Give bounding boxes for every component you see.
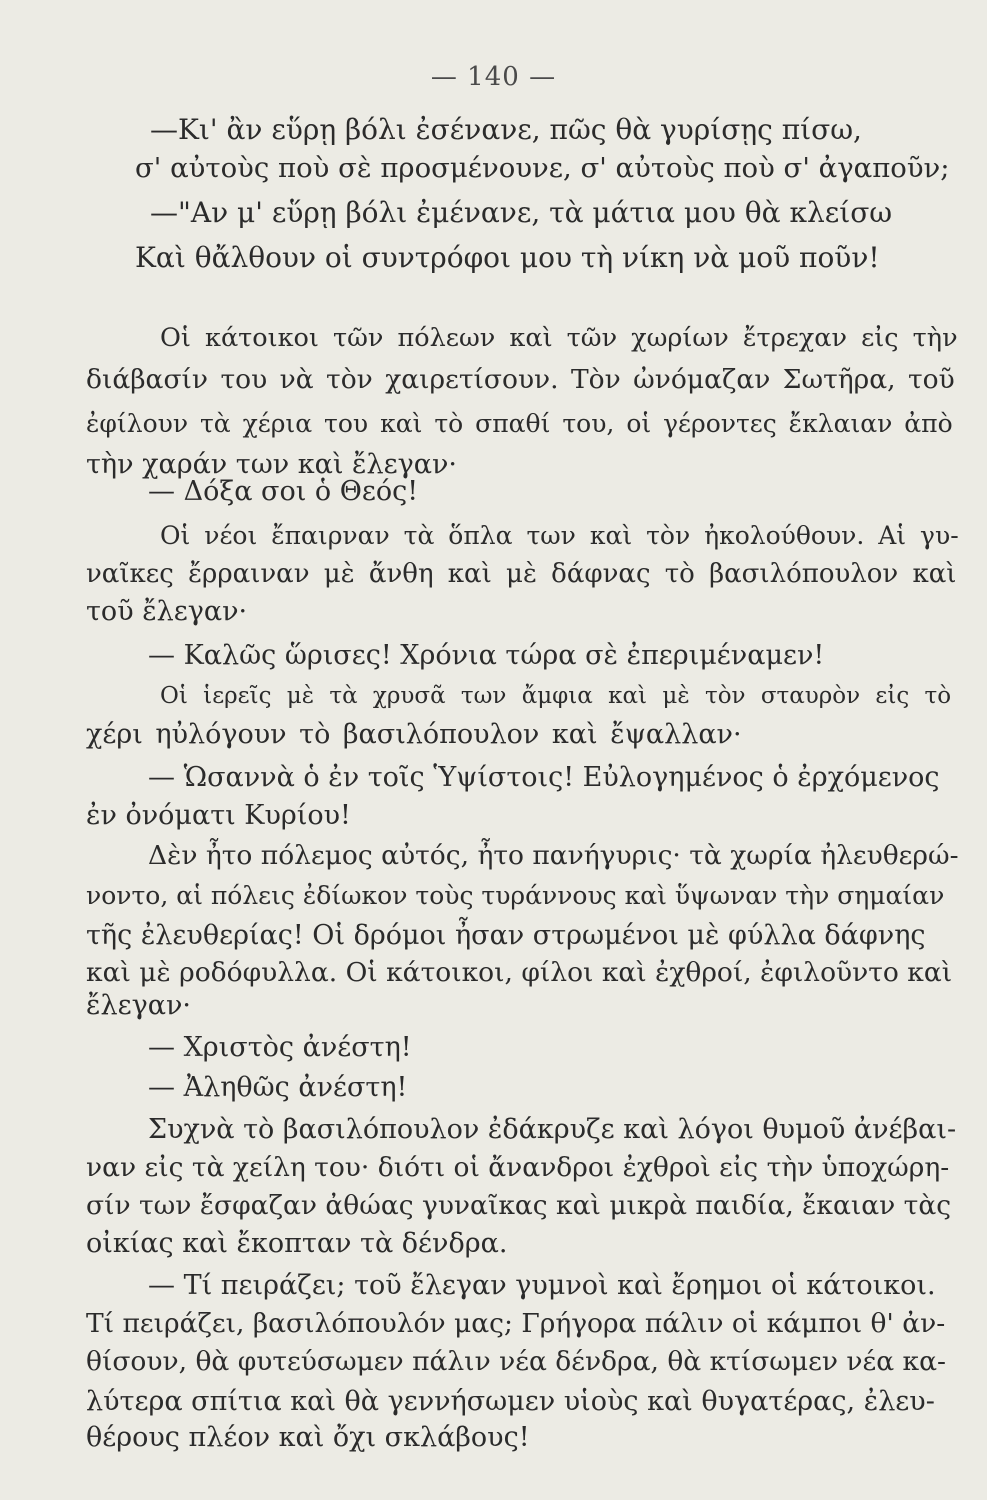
text-line: Συχνὰ τὸ βασιλόπουλον ἐδάκρυζε καὶ λόγοι θυμοῦ ἀνέβαι- (148, 1114, 957, 1145)
text-line: τὴν χαράν των καὶ ἔλεγαν· (86, 449, 457, 480)
text-line: ναῖκες ἔρραιναν μὲ ἄνθη καὶ μὲ δάφνας τὸ βασιλόπουλον καὶ (86, 559, 957, 589)
poem-line: Καὶ θἄλθουν οἱ συντρόφοι μου τὴ νίκη νὰ μοῦ ποῦν! (135, 241, 880, 274)
text-line: τοῦ ἔλεγαν· (86, 596, 248, 627)
text-line: ἔλεγαν· (86, 990, 191, 1021)
text-line: νοντο, αἱ πόλεις ἐδίωκον τοὺς τυράννους καὶ ὕψωναν τὴν σημαίαν (86, 881, 945, 910)
dialogue-line: — Τί πειράζει; τοῦ ἔλεγαν γυμνοὶ καὶ ἔρημοι οἱ κάτοικοι. (148, 1270, 936, 1301)
text-line: καὶ μὲ ροδόφυλλα. Οἱ κάτοικοι, φίλοι καὶ ἐχθροί, ἐφιλοῦντο καὶ (86, 957, 953, 988)
text-line: σίν των ἔσφαζαν ἀθώας γυναῖκας καὶ μικρὰ παιδία, ἔκαιαν τὰς (86, 1190, 952, 1221)
poem-line: —"Αν μ' εὕρῃ βόλι ἐμένανε, τὰ μάτια μου θὰ κλείσω (150, 196, 893, 229)
poem-line: σ' αὐτοὺς ποὺ σὲ προσμένουνε, σ' αὐτοὺς ποὺ σ' ἀγαποῦν; (135, 152, 950, 184)
text-line: χέρι ηὐλόγουν τὸ βασιλόπουλον καὶ ἔψαλλαν· (86, 719, 742, 750)
text-line: Οἱ κάτοικοι τῶν πόλεων καὶ τῶν χωρίων ἔτρεχαν εἰς τὴν (160, 323, 958, 353)
dialogue-line: — Ὡσαννὰ ὁ ἐν τοῖς Ὑψίστοις! Εὐλογημένος ὁ ἐρχόμενος (148, 762, 940, 793)
page-number: — 140 — (430, 62, 557, 92)
text-line: οἰκίας καὶ ἔκοπταν τὰ δένδρα. (86, 1228, 508, 1259)
text-line: τῆς ἐλευθερίας! Οἱ δρόμοι ἦσαν στρωμένοι μὲ φύλλα δάφνης (86, 920, 926, 951)
text-line: Οἱ νέοι ἔπαιρναν τὰ ὅπλα των καὶ τὸν ἠκολούθουν. Αἱ γυ- (160, 521, 959, 550)
text-line: θίσουν, θὰ φυτεύσωμεν πάλιν νέα δένδρα, θὰ κτίσωμεν νέα κα- (86, 1346, 946, 1377)
text-line: ἐν ὀνόματι Κυρίου! (86, 800, 351, 831)
text-line: θέρους πλέον καὶ ὄχι σκλάβους! (86, 1422, 530, 1453)
text-line: διάβασίν του νὰ τὸν χαιρετίσουν. Τὸν ὠνόμαζαν Σωτῆρα, τοῦ (86, 364, 955, 395)
dialogue-line: — Χριστὸς ἀνέστη! (148, 1032, 412, 1063)
dialogue-line: — Δόξα σοι ὁ Θεός! (148, 476, 419, 507)
text-line: ἐφίλουν τὰ χέρια του καὶ τὸ σπαθί του, οἱ γέροντες ἔκλαιαν ἀπὸ (86, 409, 953, 438)
text-line: Δὲν ἦτο πόλεμος αὐτός, ἦτο πανήγυρις· τὰ χωρία ἠλευθερώ- (148, 840, 959, 871)
dialogue-line: — Καλῶς ὥρισες! Χρόνια τώρα σὲ ἐπεριμέναμεν! (148, 640, 825, 671)
poem-line: —Κι' ἂν εὕρῃ βόλι ἐσένανε, πῶς θὰ γυρίσῃς πίσω, (150, 113, 862, 146)
text-line: Τί πειράζει, βασιλόπουλόν μας; Γρήγορα πάλιν οἱ κάμποι θ' ἀν- (86, 1308, 946, 1339)
text-line: ναν εἰς τὰ χείλη του· διότι οἱ ἄνανδροι ἐχθροὶ εἰς τὴν ὑποχώρη- (86, 1152, 950, 1183)
text-line: Οἱ ἱερεῖς μὲ τὰ χρυσᾶ των ἄμφια καὶ μὲ τὸν σταυρὸν εἰς τὸ (160, 683, 952, 709)
text-line: λύτερα σπίτια καὶ θὰ γεννήσωμεν υἱοὺς καὶ θυγατέρας, ἐλευ- (86, 1386, 935, 1417)
dialogue-line: — Ἀληθῶς ἀνέστη! (148, 1072, 408, 1103)
